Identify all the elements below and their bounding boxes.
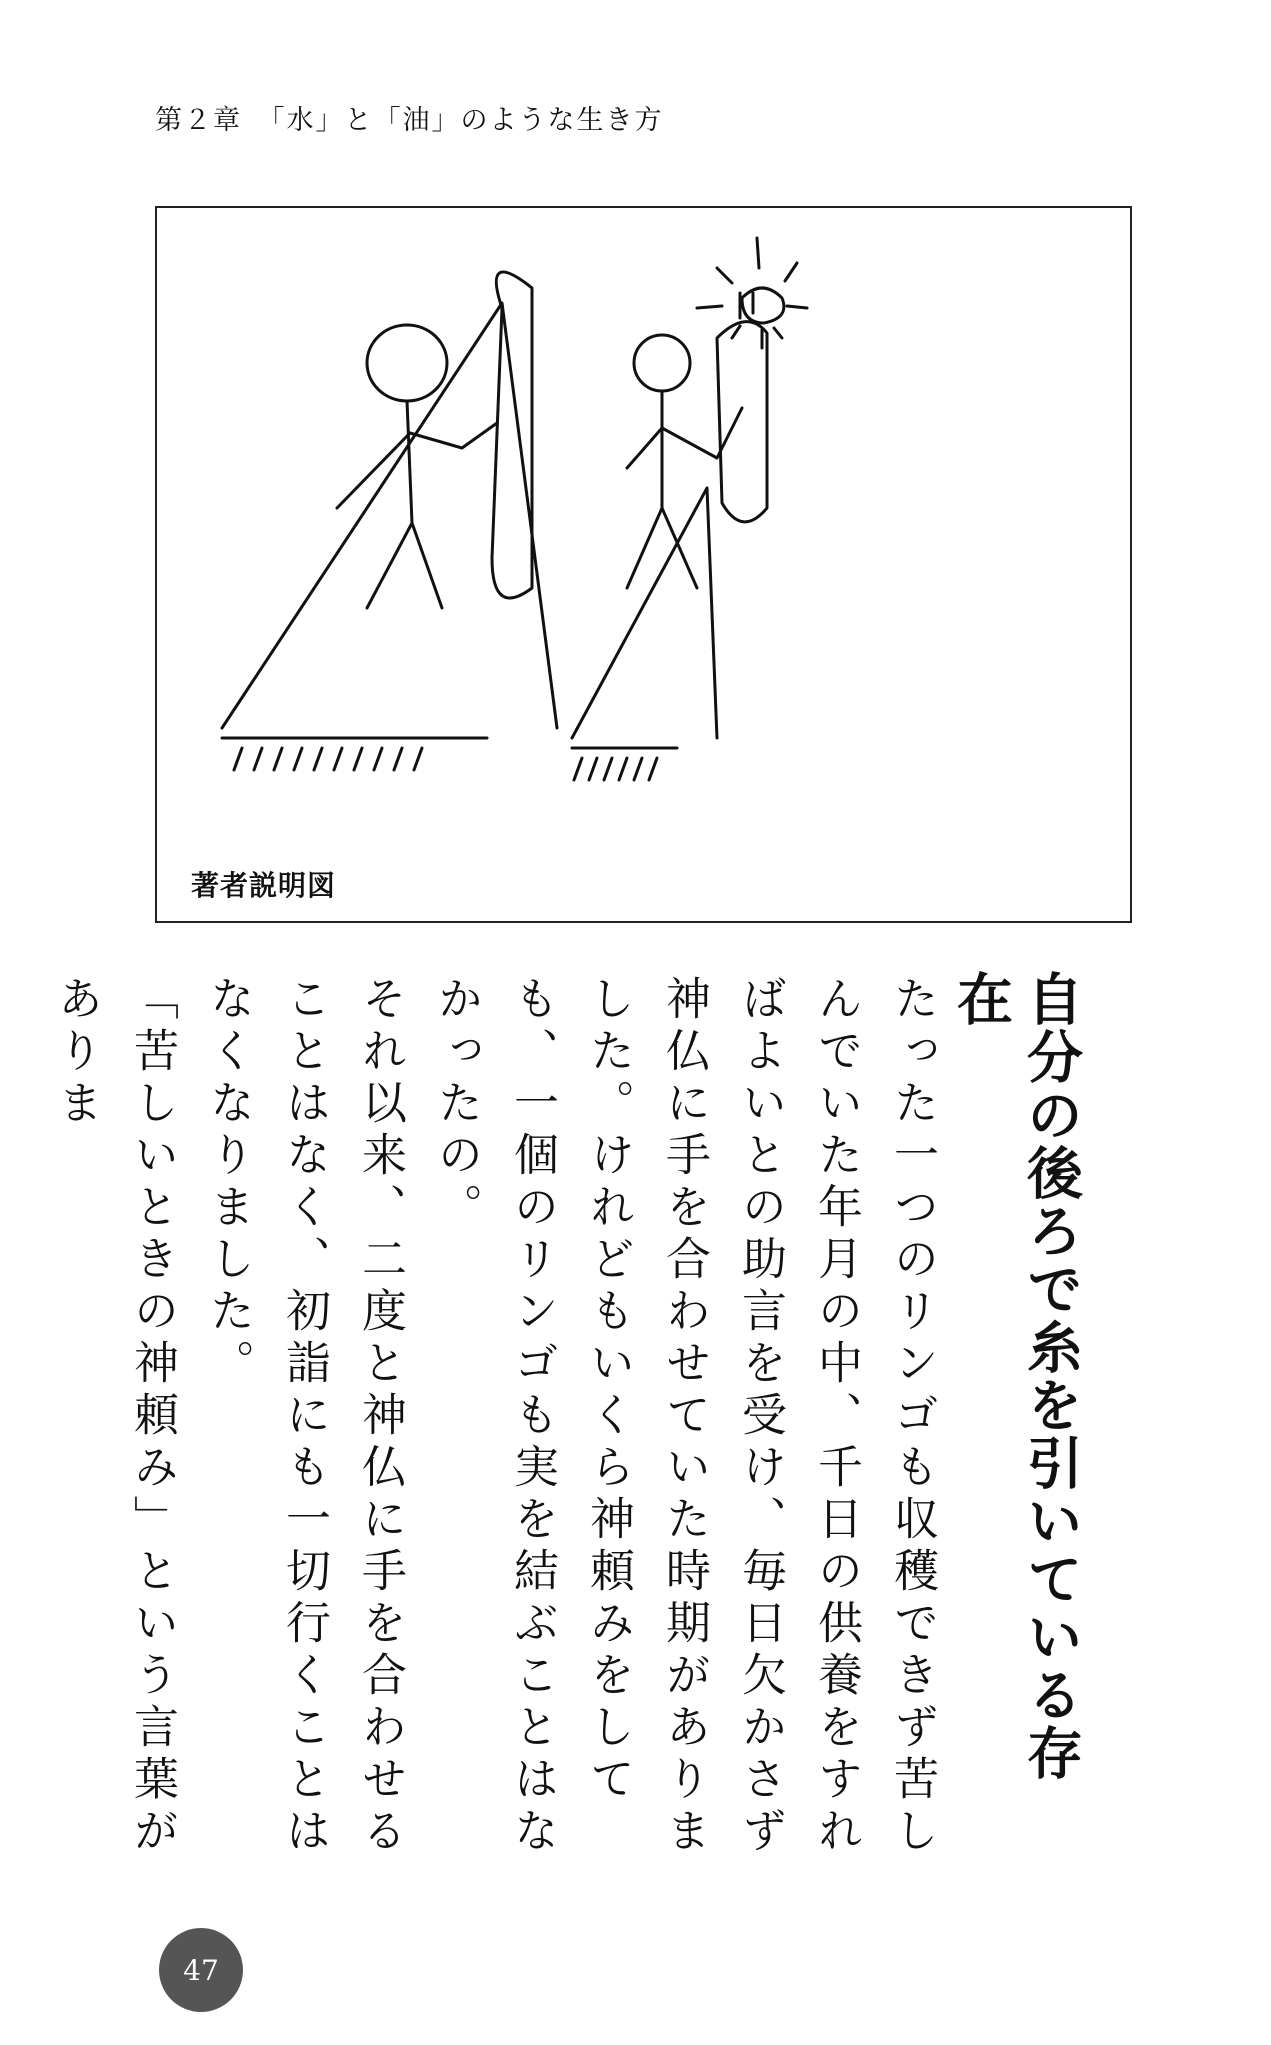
figure-caption: 著者説明図: [191, 869, 337, 902]
paragraph: たった一つのリンゴも収穫できず苦しんでいた年月の中、千日の供養をすればよいとの助言を受け、毎日欠かさず神仏に手を合わせていた時期がありました。けれどもいくら神頼みをしても、一個のリンゴも実を結ぶことはなかったの。: [430, 975, 939, 1859]
hand-drawn-sketch: [157, 208, 1134, 925]
running-head: 第２章 「水」と「油」のような生き方: [155, 105, 664, 136]
paragraph: それ以来、二度と神仏に手を合わせることはなく、初詣にも一切行くことはなくなりました。: [202, 975, 407, 1859]
page-number: 47: [159, 1928, 243, 2012]
body-text: [50, 975, 950, 1875]
section-heading: 自分の後ろで糸を引いている存在: [948, 970, 1083, 1782]
figure-illustration: [155, 206, 1132, 923]
ground-hatching: [222, 738, 677, 780]
small-stick-figure: [572, 293, 767, 738]
paragraph: 「苦しいときの神頼み」という言葉がありま: [50, 975, 179, 1859]
large-stick-figure: [222, 272, 557, 728]
